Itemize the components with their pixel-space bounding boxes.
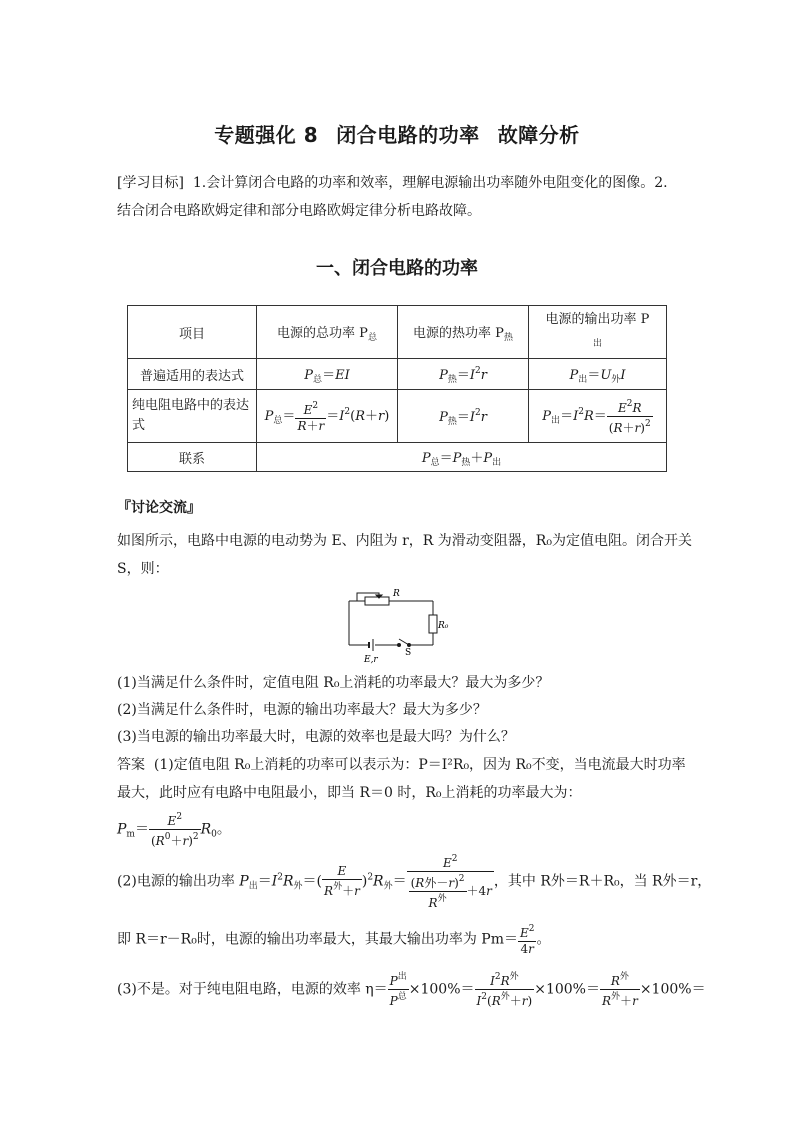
table-row [128,443,667,472]
table-cell: $P_热=I^2r$ [398,390,529,443]
table-cell: $P_热=I^2r$ [398,359,529,390]
table-cell: $P_出=I^2R=$ $\frac{E^2R}{(R+r)^2}$ [529,390,667,443]
learning-objective [117,169,679,225]
question-2: (2)当满足什么条件时，电源的输出功率最大？最大为多少？ [117,702,487,718]
discussion-intro-cont: S，则： [117,561,169,577]
table-cell: 项目 [128,306,257,359]
answer-label: 答案 [117,757,145,773]
answer-3: (3)不是。对于纯电阻电路，电源的效率 η＝ $\frac{P^出}{P^总}$ ×100%＝ $\frac{I^2R^外}{I^2(R^外+r)}$ ×100%＝ $\frac{R^外}{R^外+r}$ ×100%＝ [117,972,706,1008]
power-table [127,305,667,472]
answer-1: 答案 (1)定值电阻 R₀上消耗的功率可以表示为：P＝I²R₀，因为 R₀不变，当电流最大时功率 [117,757,686,773]
discussion-intro: 如图所示，电路中电源的电动势为 E、内阻为 r，R 为滑动变阻器，R₀为定值电阻。闭合开关 [117,533,692,549]
question-3: (3)当电源的输出功率最大时，电源的效率也是最大吗？为什么？ [117,729,515,745]
table-cell: 电源的热功率 $P_热$ [398,306,529,359]
label-r: R [393,589,400,599]
table-cell: 联系 [128,443,257,472]
question-1: (1)当满足什么条件时，定值电阻 R₀上消耗的功率最大？最大为多少？ [117,675,550,691]
fixed-resistor [429,615,437,633]
table-cell: 纯电阻电路中的表达式 [128,390,257,443]
label-r0: R₀ [438,621,449,631]
answer-1-formula: $P_m=$ $\frac{E^2}{(R^0+r)^2}$ $R_0$。 [117,812,231,848]
title-part-1: 专题强化 8 [214,123,319,147]
title-part-2: 闭合电路的功率 [336,123,480,147]
page-title [0,119,794,148]
table-cell: 电源的总功率 $P_总$ [257,306,398,359]
circuit-diagram [345,583,449,665]
table-cell: $P_总=P_热+P_出$ [257,443,667,472]
label-emf: E,r [364,655,378,665]
answer-2: (2)电源的输出功率 $P_出=I^2R_外=$( $\frac{E}{R^外+r}$ )$^2R_外=$ $E^2$ $\frac{(R外-r)^2}{R^外}$ ＋4r ，其中 R外＝R＋R₀，当 R外＝r， [117,854,712,910]
table-row [128,306,667,359]
answer-1-cont: 最大，此时应有电路中电阻最小，即当 R＝0 时，R₀上消耗的功率最大为： [117,785,582,801]
table-cell: $P_总=EI$ [257,359,398,390]
section-heading: 一、闭合电路的功率 [316,258,478,279]
table-cell: $P_出=U_外I$ [529,359,667,390]
table-row [128,359,667,390]
title-part-3: 故障分析 [497,123,580,147]
table-cell: 普遍适用的表达式 [128,359,257,390]
objective-tag: [学习目标] [117,175,184,191]
objective-text: 1.会计算闭合电路的功率和效率，理解电源输出功率随外电阻变化的图像。2.结合闭合电路欧姆定律和部分电路欧姆定律分析电路故障。 [117,175,668,219]
table-cell: $P_总=$ $\frac{E^2}{R+r}$ $=I^2(R+r)$ [257,390,398,443]
answer-2-cont: 即 R＝r－R₀时，电源的输出功率最大，其最大输出功率为 Pm＝ $\frac{E^2}{4r}$ 。 [117,924,551,956]
label-switch: S [405,648,412,658]
table-cell: 电源的输出功率 P $_出$ [529,306,667,359]
table-row [128,390,667,443]
rheostat-resistor [365,597,389,605]
discussion-heading: 『讨论交流』 [117,500,201,516]
